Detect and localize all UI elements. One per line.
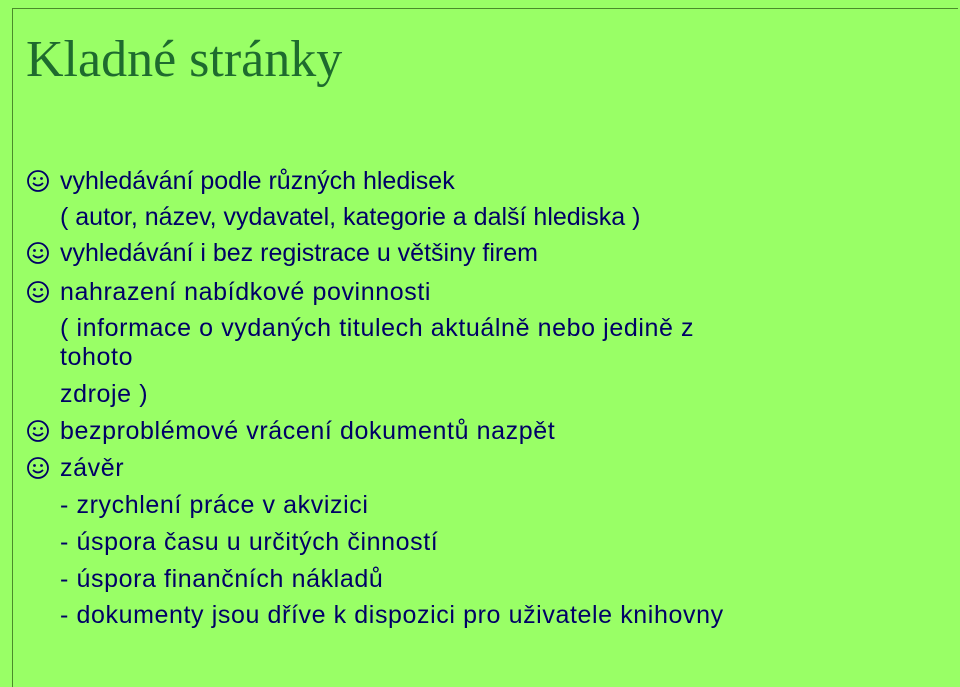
smiley-icon <box>26 241 50 265</box>
list-item-text: tohoto <box>60 343 134 371</box>
list-item-text: vyhledávání podle různých hledisek <box>60 167 455 195</box>
smiley-icon <box>26 456 50 480</box>
list-item-text: vyhledávání i bez registrace u většiny firem <box>60 239 538 267</box>
smiley-icon <box>26 419 50 443</box>
list-item-text: - zrychlení práce v akvizici <box>60 491 369 519</box>
list-item-text: zdroje ) <box>60 380 149 408</box>
smiley-icon <box>26 169 50 193</box>
smiley-icon <box>26 280 50 304</box>
list-item-text: - úspora finančních nákladů <box>60 565 384 593</box>
list-item-text: ( autor, název, vydavatel, kategorie a další hlediska ) <box>60 203 641 231</box>
list-item-text: bezproblémové vrácení dokumentů nazpět <box>60 417 556 445</box>
list-item-text: závěr <box>60 454 125 482</box>
list-item-text: - dokumenty jsou dříve k dispozici pro uživatele knihovny <box>60 601 724 629</box>
list-item-text: - úspora času u určitých činností <box>60 528 439 556</box>
list-item-text: nahrazení nabídkové povinnosti <box>60 278 432 306</box>
slide-title: Kladné stránky <box>26 31 343 88</box>
list-item-text: ( informace o vydaných titulech aktuálně nebo jedině z <box>60 314 695 342</box>
